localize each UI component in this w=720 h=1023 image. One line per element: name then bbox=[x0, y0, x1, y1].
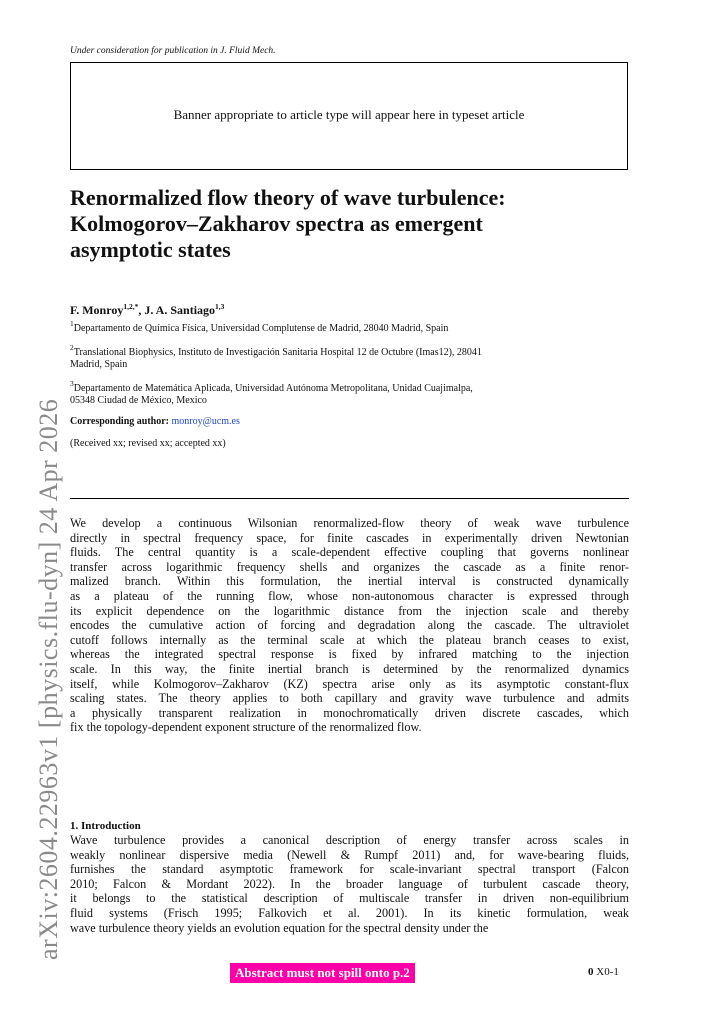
affiliation-number: 3 bbox=[70, 379, 74, 388]
paper-title bbox=[70, 185, 630, 263]
article-banner-box bbox=[70, 62, 628, 170]
page-number-bold: 0 bbox=[588, 966, 594, 978]
text-line: malized branch. Within this formulation, the inertial interval is constructed dynamically bbox=[70, 574, 629, 589]
corresponding-email-link[interactable]: monroy@ucm.es bbox=[171, 416, 240, 427]
text-line: it belongs to the statistical description of multiscale transfer in driven non-equilibrium bbox=[70, 891, 629, 906]
text-line: directly in spectral frequency space, for finite cascades in experimentally driven Newtonian bbox=[70, 530, 629, 545]
text-line: scale. In this way, the finite inertial branch is determined by the renormalized dynamics bbox=[70, 661, 629, 676]
text-line: fix the topology-dependent exponent structure of the renormalized flow. bbox=[70, 720, 422, 735]
journal-venue-line: Under consideration for publication in J. Fluid Mech. bbox=[70, 46, 276, 56]
text-line: weakly nonlinear dispersive media (Newell & Rumpf 2011) and, for wave-bearing fluids, bbox=[70, 847, 629, 862]
text-line: fluids. The central quantity is a scale-dependent effective coupling that governs nonlinear bbox=[70, 545, 629, 560]
text-line: as a plateau of the running flow, whose non-autonomous character is expressed through bbox=[70, 588, 629, 603]
affiliation-text: Madrid, Spain bbox=[70, 359, 128, 370]
author-name: J. A. Santiago bbox=[144, 303, 216, 317]
author-separator: , bbox=[138, 303, 145, 317]
affiliation bbox=[70, 343, 630, 371]
banner-text: Banner appropriate to article type will appear here in typeset article bbox=[173, 107, 525, 122]
text-line: fluid systems (Frisch 1995; Falkovich et al. 2001). In its kinetic formulation, weak bbox=[70, 905, 629, 920]
text-line: its explicit dependence on the logarithmic distance from the injection scale and thereby bbox=[70, 603, 629, 618]
text-line: a physically transparent realization in monochromatically driven discrete cascades, which bbox=[70, 705, 629, 720]
text-line: cutoff follows internally as the terminal scale at which the plateau branch ceases to exist, bbox=[70, 632, 629, 647]
affiliation-text: Departamento de Matemática Aplicada, Universidad Autónoma Metropolitana, Unidad Cuajimalpa, bbox=[73, 383, 473, 394]
affiliation-text: Translational Biophysics, Instituto de Investigación Sanitaria Hospital 12 de Octubre (Imas12), 28041 bbox=[73, 347, 482, 358]
text-line: Wave turbulence provides a canonical description of energy transfer across scales in bbox=[70, 833, 629, 847]
title-line: asymptotic states bbox=[70, 237, 231, 262]
affiliation-text: 05348 Ciudad de México, Mexico bbox=[70, 395, 207, 406]
arxiv-stamp: arXiv:2604.22963v1 [physics.flu-dyn] 24 Apr 2026 bbox=[34, 398, 63, 960]
text-line: transfer across logarithmic frequency shells and organizes the cascade as a finite renor- bbox=[70, 559, 629, 574]
overflow-warning-badge: Abstract must not spill onto p.2 bbox=[230, 963, 415, 983]
text-line: We develop a continuous Wilsonian renormalized-flow theory of weak wave turbulence bbox=[70, 516, 629, 530]
author-name: F. Monroy bbox=[70, 303, 124, 317]
text-line: scaling states. The theory applies to both capillary and gravity wave turbulence and admits bbox=[70, 691, 629, 706]
section-heading: 1. Introduction bbox=[70, 820, 141, 832]
introduction-body bbox=[70, 833, 629, 935]
text-line: wave turbulence theory yields an evolution equation for the spectral density under the bbox=[70, 920, 489, 935]
text-line: 2010; Falcon & Mordant 2022). In the broader language of turbulent cascade theory, bbox=[70, 876, 629, 891]
author-list bbox=[70, 303, 224, 318]
page-number bbox=[588, 966, 619, 978]
abstract-divider bbox=[70, 498, 629, 499]
author-affiliation-marker: 1,3 bbox=[215, 302, 225, 311]
page-number-rest: X0-1 bbox=[593, 966, 619, 978]
text-line: whereas the integrated spectral response is fixed by infrared matching to the injection bbox=[70, 647, 629, 662]
affiliation bbox=[70, 319, 630, 335]
author-affiliation-marker: 1,2,* bbox=[123, 302, 139, 311]
affiliation-number: 1 bbox=[70, 319, 74, 328]
title-line: Kolmogorov–Zakharov spectra as emergent bbox=[70, 211, 483, 236]
affiliation-number: 2 bbox=[70, 343, 74, 352]
text-line: encodes the cumulative action of forcing and degradation along the cascade. The ultraviolet bbox=[70, 618, 629, 633]
corresponding-author bbox=[70, 416, 240, 427]
abstract bbox=[70, 516, 629, 735]
text-line: itself, while Kolmogorov–Zakharov (KZ) spectra arise only as its asymptotic constant-flux bbox=[70, 676, 629, 691]
affiliation bbox=[70, 379, 630, 407]
text-line: furnishes the standard asymptotic framework for scale-invariant spectral transport (Falcon bbox=[70, 862, 629, 877]
corresponding-author-label: Corresponding author: bbox=[70, 416, 169, 427]
affiliation-text: Departamento de Química Física, Universidad Complutense de Madrid, 28040 Madrid, Spain bbox=[73, 323, 449, 334]
received-dates: (Received xx; revised xx; accepted xx) bbox=[70, 438, 226, 449]
title-line: Renormalized flow theory of wave turbulence: bbox=[70, 185, 506, 210]
